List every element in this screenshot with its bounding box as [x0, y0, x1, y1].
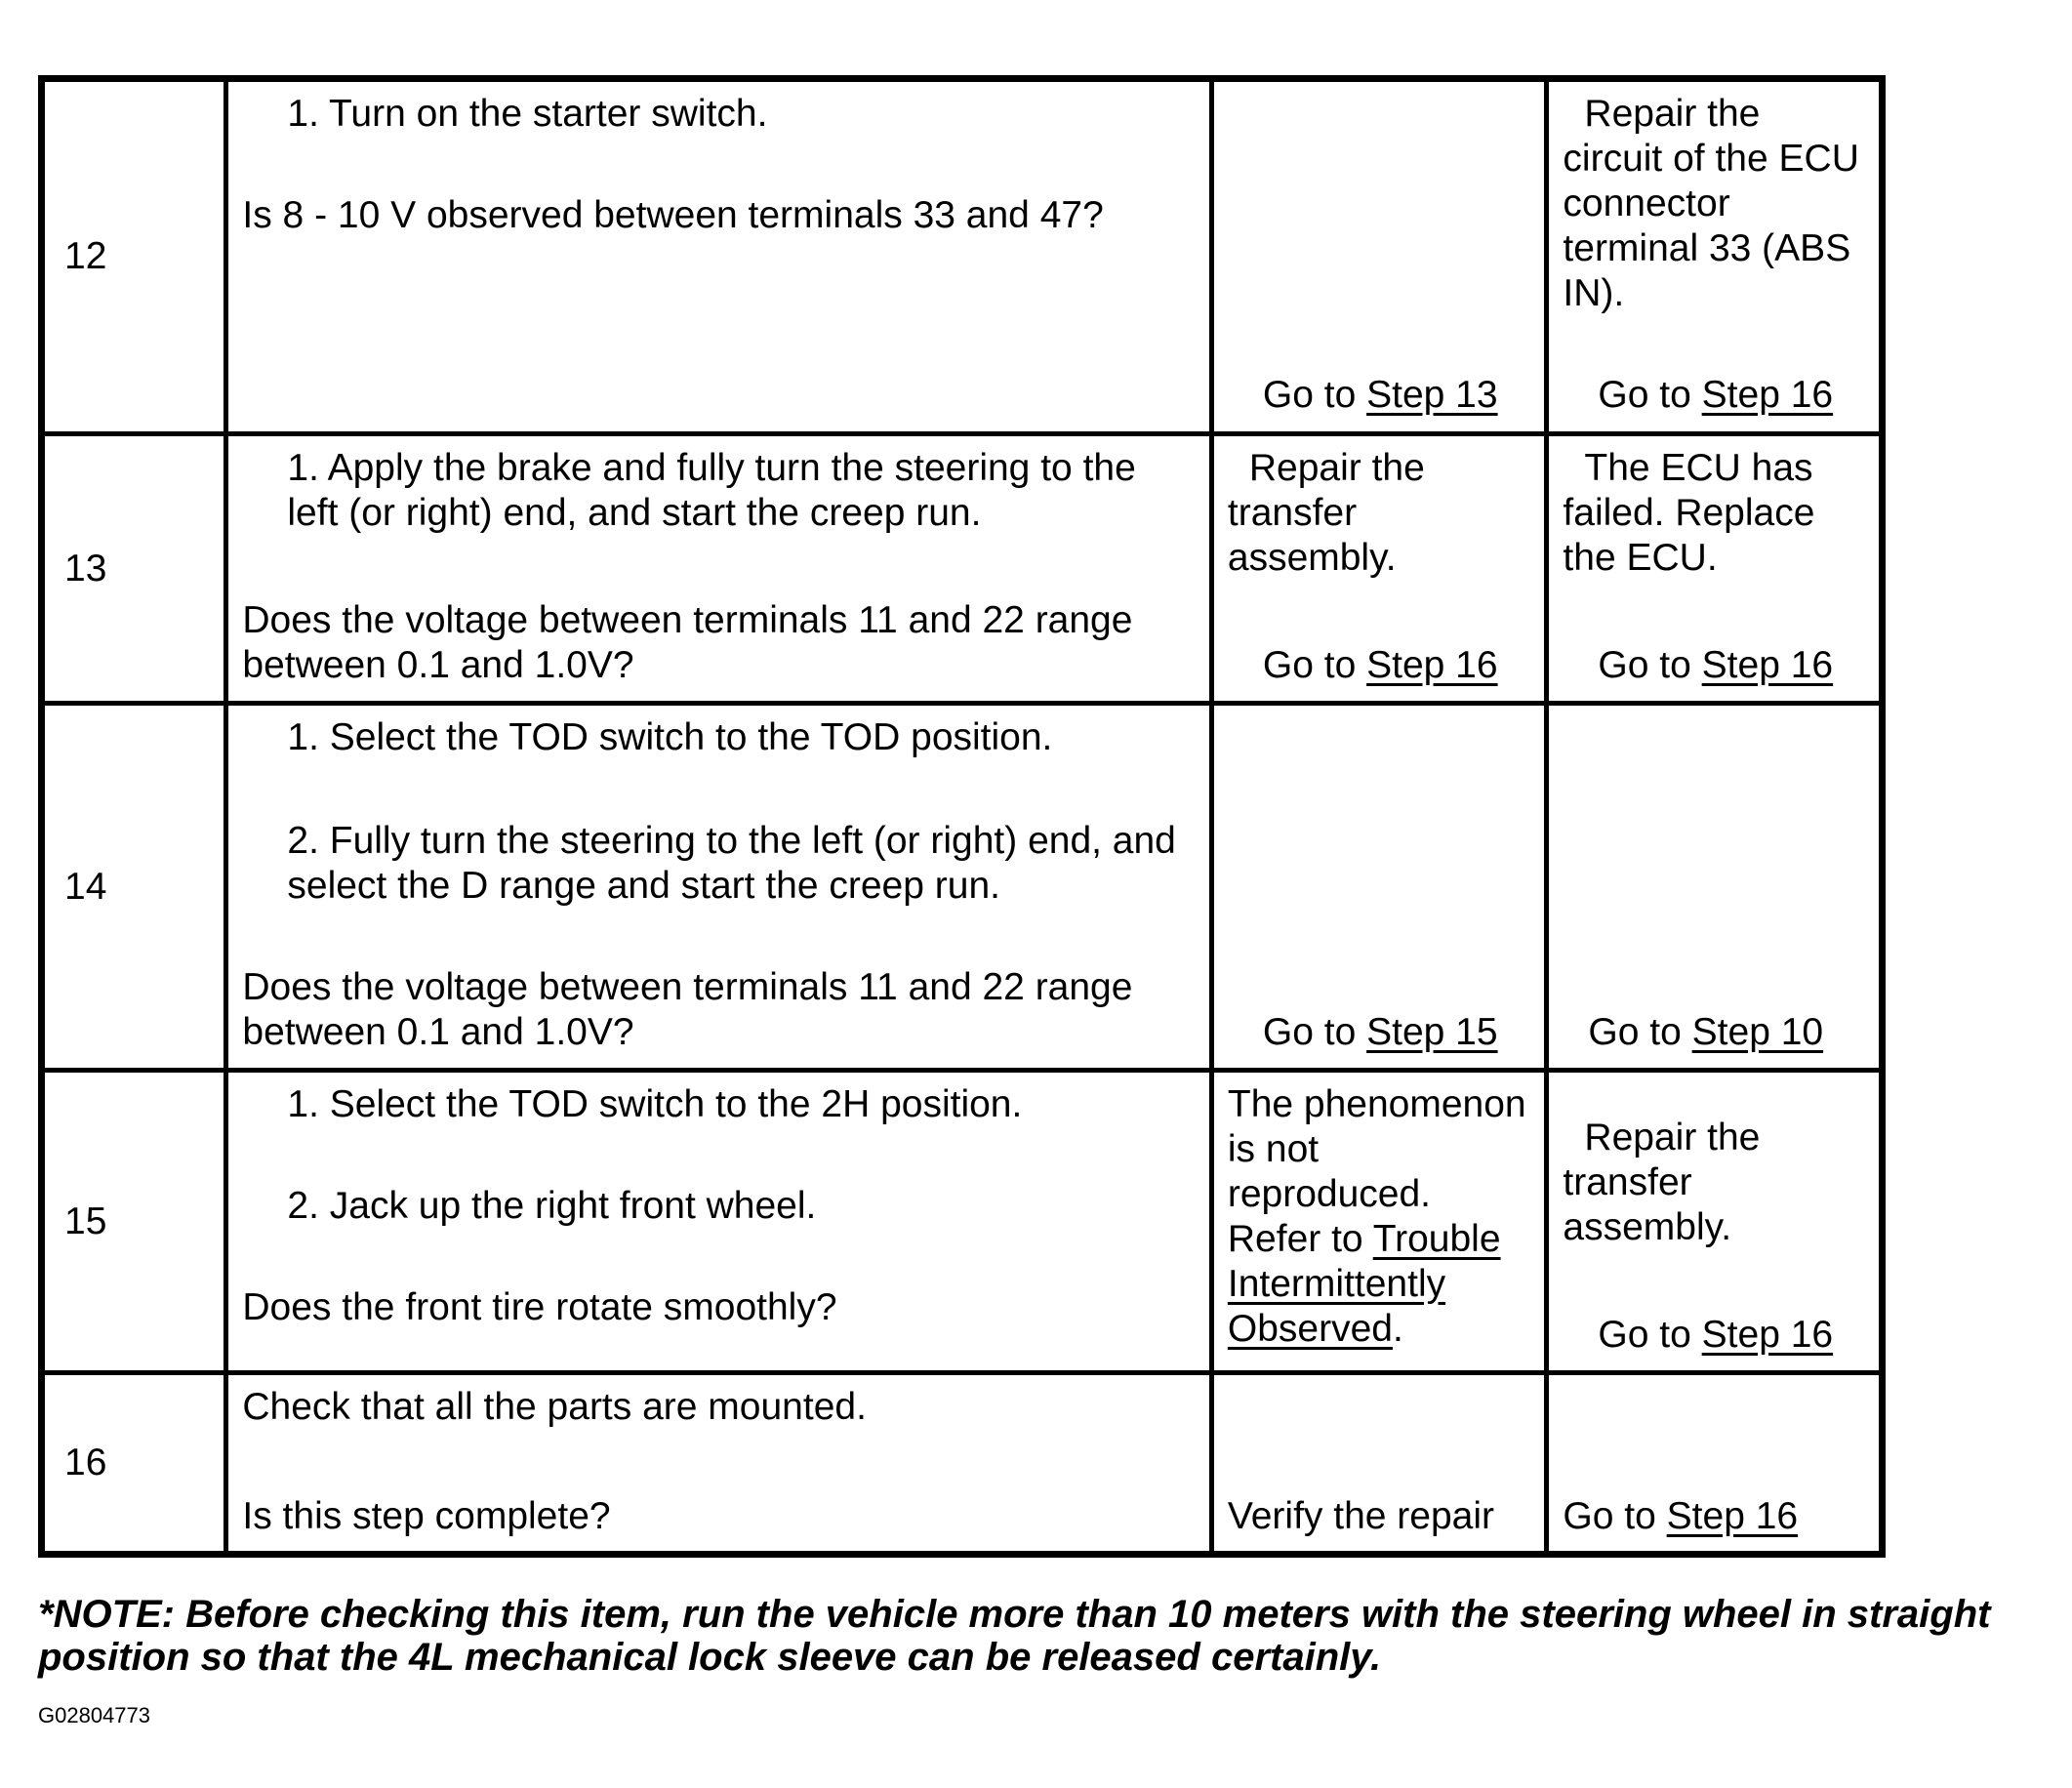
step-link[interactable]: Step 10 — [1691, 1011, 1824, 1053]
goto-text: Go to Step 15 — [1262, 1011, 1498, 1053]
instruction: 1. Select the TOD switch to the TOD position. — [287, 716, 1053, 758]
goto-text: Go to Step 16 — [1262, 644, 1498, 686]
table-row — [42, 1373, 1883, 1555]
question: Does the voltage between terminals 11 and 22 range between 0.1 and 1.0V? — [242, 966, 1133, 1053]
note-text: *NOTE: Before checking this item, run the vehicle more than 10 meters with the steering wheel in straight position so that the 4L mechanical lock sleeve can be released certainly. — [38, 1593, 1991, 1679]
step-number: 14 — [42, 704, 226, 1071]
step-link[interactable]: Step 13 — [1366, 374, 1498, 416]
result-text: Repair the transfer assembly. — [1227, 447, 1425, 579]
goto-text: Go to Step 16 — [1598, 374, 1834, 416]
question: Is 8 - 10 V observed between terminals 33 and 47? — [242, 194, 1104, 236]
action-cell — [226, 79, 1211, 434]
question: Does the front tire rotate smoothly? — [242, 1286, 837, 1328]
step-link[interactable]: Step 15 — [1366, 1011, 1498, 1053]
step-link[interactable]: Step 16 — [1701, 644, 1834, 686]
figure-id: G02804773 — [38, 1703, 150, 1727]
step-number: 13 — [42, 434, 226, 704]
instruction: Check that all the parts are mounted. — [242, 1386, 867, 1428]
yes-cell — [1211, 1071, 1547, 1373]
table-row — [42, 1071, 1883, 1373]
question: Does the voltage between terminals 11 and 22 range between 0.1 and 1.0V? — [242, 599, 1133, 686]
action-cell — [226, 434, 1211, 704]
goto-text: Go to Step 16 — [1598, 1314, 1834, 1356]
question: Is this step complete? — [242, 1495, 611, 1537]
no-cell — [1547, 1071, 1883, 1373]
result-text: The phenomenon is not reproduced. Refer to Trouble Intermittently Observed. — [1227, 1083, 1526, 1350]
result-text: Verify the repair — [1227, 1495, 1495, 1537]
step-link[interactable]: Step 16 — [1701, 1314, 1834, 1356]
instruction: 1. Select the TOD switch to the 2H position. — [287, 1083, 1023, 1125]
table-row — [42, 79, 1883, 434]
step-link[interactable]: Step 16 — [1666, 1495, 1799, 1537]
step-number: 12 — [42, 79, 226, 434]
goto-text: Go to Step 16 — [1563, 1495, 1799, 1537]
table-row — [42, 434, 1883, 704]
goto-text: Go to Step 13 — [1262, 374, 1498, 416]
trouble-intermittently-observed-link[interactable]: Trouble Intermittently Observed — [1227, 1218, 1501, 1350]
yes-cell — [1211, 79, 1547, 434]
no-cell — [1547, 79, 1883, 434]
action-cell — [226, 1373, 1211, 1555]
yes-cell — [1211, 704, 1547, 1071]
result-text: Repair the transfer assembly. — [1563, 1117, 1761, 1248]
no-cell — [1547, 704, 1883, 1071]
step-link[interactable]: Step 16 — [1701, 374, 1834, 416]
no-cell — [1547, 434, 1883, 704]
step-link[interactable]: Step 16 — [1366, 644, 1498, 686]
instruction: 1. Apply the brake and fully turn the steering to the left (or right) end, and start the creep run. — [287, 447, 1136, 534]
action-cell — [226, 1071, 1211, 1373]
diagnostic-table — [38, 75, 1886, 1558]
goto-text: Go to Step 16 — [1598, 644, 1834, 686]
step-number: 16 — [42, 1373, 226, 1555]
instruction: 2. Fully turn the steering to the left (or right) end, and select the D range and start the creep run. — [287, 820, 1176, 907]
yes-cell — [1211, 1373, 1547, 1555]
no-cell — [1547, 1373, 1883, 1555]
goto-text: Go to Step 10 — [1588, 1011, 1824, 1053]
instruction: 2. Jack up the right front wheel. — [287, 1185, 817, 1227]
result-text: The ECU has failed. Replace the ECU. — [1563, 447, 1815, 579]
result-text: Repair the circuit of the ECU connector terminal 33 (ABS IN). — [1563, 93, 1859, 314]
yes-cell — [1211, 434, 1547, 704]
instruction: 1. Turn on the starter switch. — [287, 93, 768, 135]
action-cell — [226, 704, 1211, 1071]
table-row — [42, 704, 1883, 1071]
step-number: 15 — [42, 1071, 226, 1373]
